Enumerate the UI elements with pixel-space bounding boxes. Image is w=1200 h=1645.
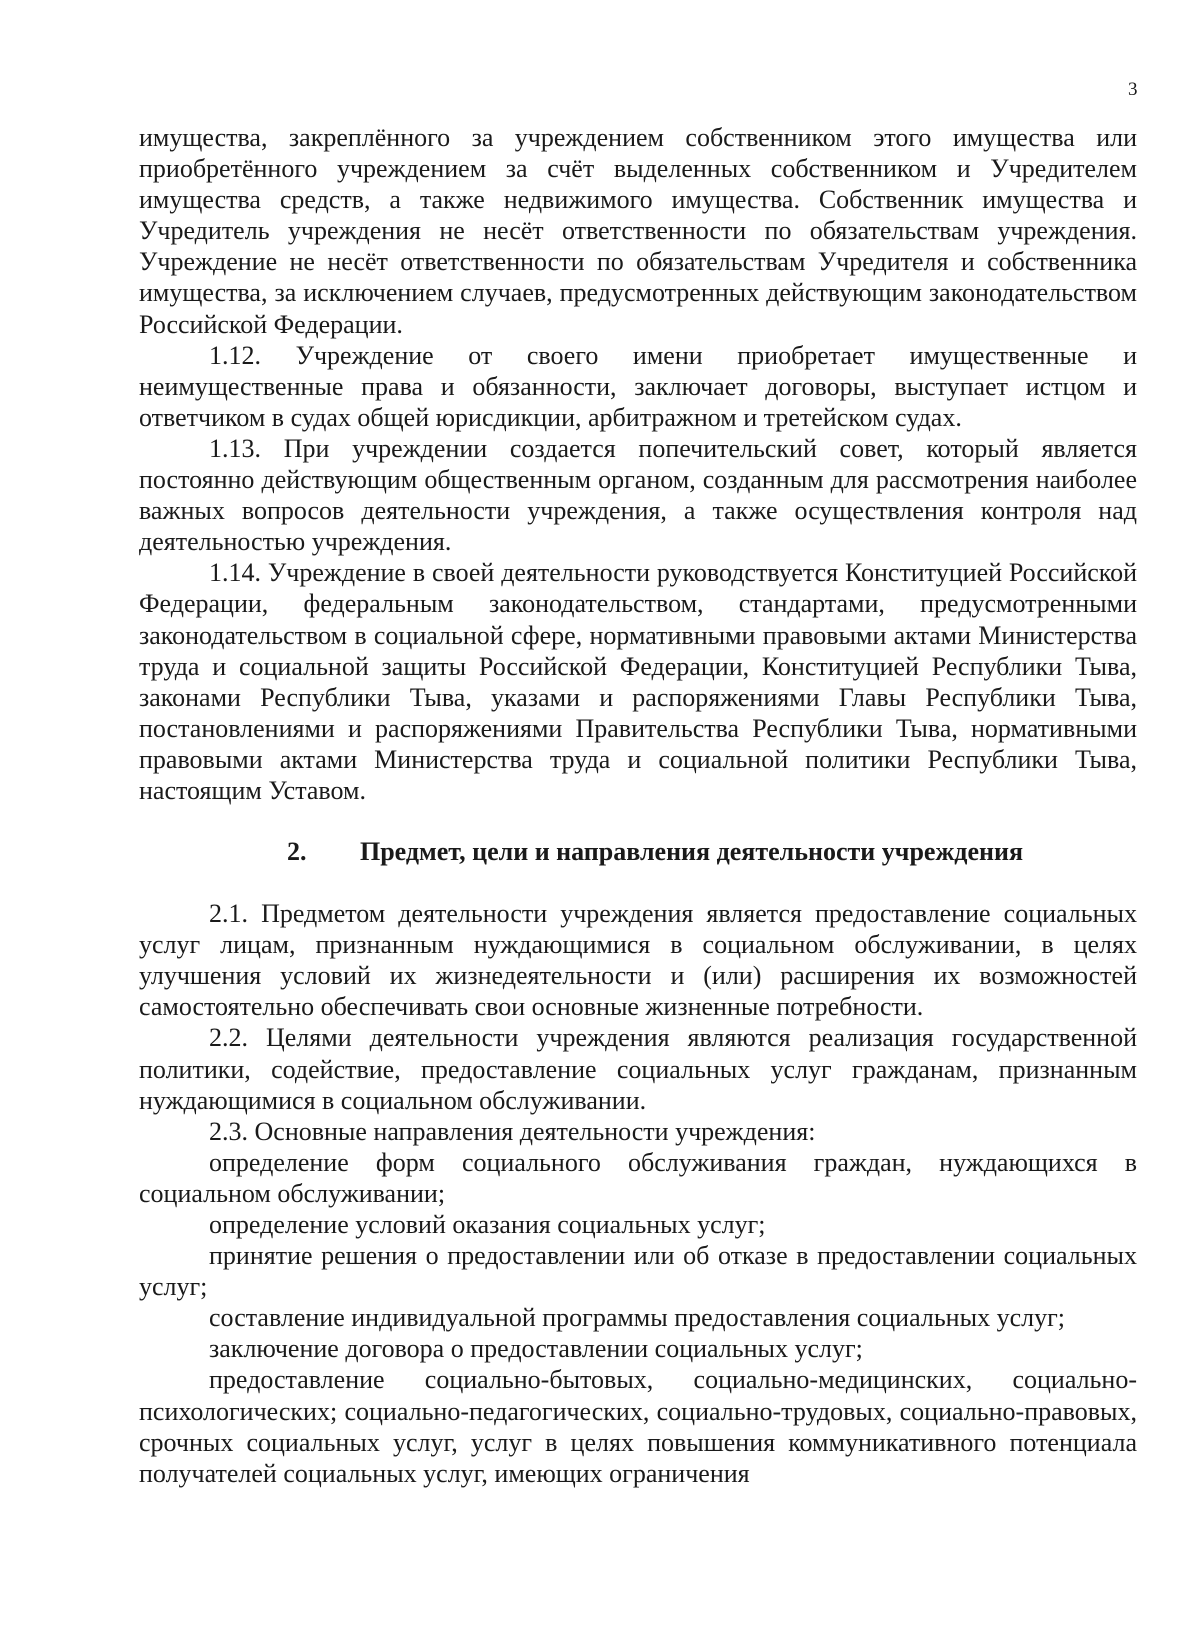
paragraph-1-13: 1.13. При учреждении создается попечительский совет, который является постоянно действующим общественным органом, созданным для рассмотрения наиболее важных вопросов деятельности учреждения, а также осуществления контроля над деятельностью учреждения. <box>139 433 1137 557</box>
paragraph-1-12: 1.12. Учреждение от своего имени приобретает имущественные и неимущественные права и обязанности, заключает договоры, выступает истцом и ответчиком в судах общей юрисдикции, арбитражном и третейском судах. <box>139 340 1137 432</box>
list-item-program: составление индивидуальной программы предоставления социальных услуг; <box>209 1303 1065 1333</box>
page-number: 3 <box>1128 79 1138 100</box>
paragraph-2-3: 2.3. Основные направления деятельности учреждения: <box>209 1116 816 1146</box>
list-item-decision: принятие решения о предоставлении или об отказе в предоставлении социальных услуг; <box>139 1241 1137 1302</box>
paragraph-continuation: имущества, закреплённого за учреждением собственником этого имущества или приобретённого учреждением за счёт выделенных собственником и Учредителем имущества средств, а также недвижимого имущества. Собственник имущества и Учредитель учреждения не несёт ответственности по обязательствам учреждения. Учреждение не несёт ответственности по обязательствам Учредителя и собственника имущества, за исключением случаев, предусмотренных действующим законодательством Российской Федерации. <box>139 123 1137 339</box>
list-item-conditions: определение условий оказания социальных услуг; <box>209 1210 766 1239</box>
paragraph-1-14: 1.14. Учреждение в своей деятельности руководствуется Конституцией Российской Федерации, федеральным законодательством, стандартами, предусмотренными законодательством в социальной сфере, нормативными правовыми актами Министерства труда и социальной защиты Российской Федерации, Конституцией Республики Тыва, законами Республики Тыва, указами и распоряжениями Главы Республики Тыва, постановлениями и распоряжениями Правительства Республики Тыва, нормативными правовыми актами Министерства труда и социальной политики Республики Тыва, настоящим Уставом. <box>139 558 1137 805</box>
list-item-contract: заключение договора о предоставлении социальных услуг; <box>209 1334 863 1364</box>
paragraph-2-1: 2.1. Предметом деятельности учреждения является предоставление социальных услуг лицам, признанным нуждающимися в социальном обслуживании, в целях улучшения условий их жизнедеятельности и (или) расширения их возможностей самостоятельно обеспечивать свои основные жизненные потребности. <box>139 899 1137 1022</box>
paragraph-2-2: 2.2. Целями деятельности учреждения являются реализация государственной политики, содействие, предоставление социальных услуг гражданам, признанным нуждающимися в социальном обслуживании. <box>139 1023 1137 1115</box>
section-number: 2. <box>287 837 307 867</box>
list-item-services: предоставление социально-бытовых, социально-медицинских, социально-психологических; социально-педагогических, социально-трудовых, социально-правовых, срочных социальных услуг, услуг в целях повышения коммуникативного потенциала получателей социальных услуг, имеющих ограничения <box>139 1365 1137 1488</box>
section-heading <box>139 836 1137 867</box>
document-body <box>139 122 1137 1489</box>
section-title: Предмет, цели и направления деятельности учреждения <box>360 837 1024 867</box>
list-item-forms: определение форм социального обслуживания граждан, нуждающихся в социальном обслуживании; <box>139 1147 1137 1208</box>
